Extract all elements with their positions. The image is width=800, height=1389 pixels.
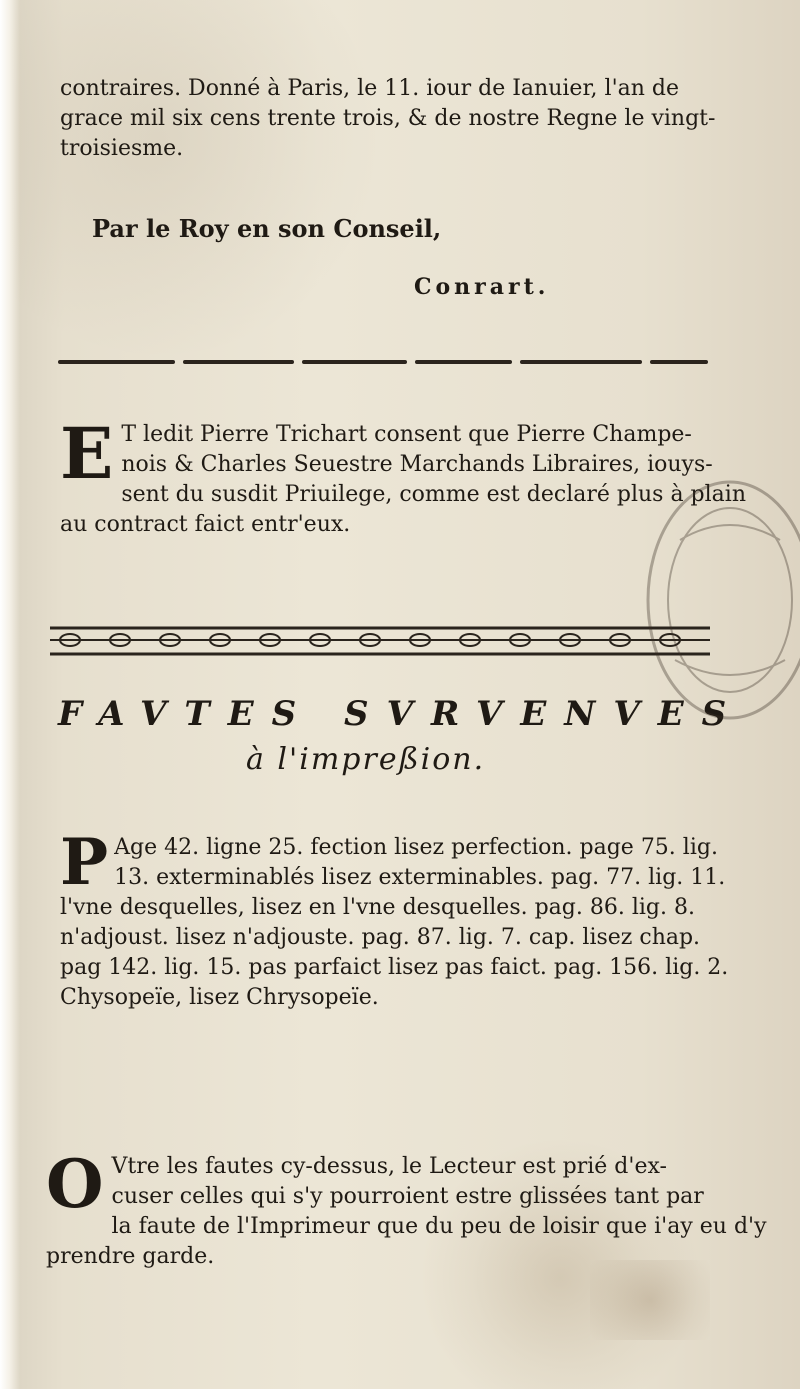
top-line-3: troisiesme. [60, 136, 184, 161]
library-stamp [640, 470, 800, 730]
errata-line-3: l'vne desquelles, lisez en l'vne desquelles. pag. 86. lig. 8. [60, 895, 695, 920]
paper-stain [590, 1260, 710, 1340]
signature-name: Conrart. [414, 274, 550, 300]
drop-cap-o: O [46, 1145, 104, 1223]
errata-heading: FAVTES SVRVENVES [58, 694, 745, 734]
top-line-1: contraires. Donné à Paris, le 11. iour de Ianuier, l'an de [60, 76, 679, 101]
stamp-icon [640, 470, 800, 730]
errata-subheading: à l'impreßion. [246, 742, 486, 777]
final-paragraph [46, 1145, 767, 1272]
errata-line-6: Chysopeïe, lisez Chrysopeïe. [60, 985, 379, 1010]
errata-line-2: 13. exterminablés lisez exterminables. pag. 77. lig. 11. [114, 865, 726, 890]
final-line-1: Vtre les fautes cy-dessus, le Lecteur est prié d'ex- [111, 1154, 667, 1179]
privilege-line-2: nois & Charles Seuestre Marchands Libraires, iouys- [121, 452, 713, 477]
errata-line-1: Age 42. ligne 25. fection lisez perfection. page 75. lig. [114, 835, 718, 860]
final-line-3: la faute de l'Imprimeur que du peu de loisir que i'ay eu d'y [111, 1214, 767, 1239]
privilege-line-4: au contract faict entr'eux. [60, 512, 351, 537]
privilege-line-1: T ledit Pierre Trichart consent que Pierre Champe- [121, 422, 692, 447]
privilege-line-3: sent du susdit Priuilege, comme est declaré plus à plain [121, 482, 746, 507]
errata-line-4: n'adjoust. lisez n'adjouste. pag. 87. lig. 7. cap. lisez chap. [60, 925, 701, 950]
drop-cap-e: E [60, 412, 114, 495]
rule-segment [650, 360, 708, 364]
divider-rule [58, 360, 708, 364]
final-line-2: cuser celles qui s'y pourroient estre glissées tant par [111, 1184, 704, 1209]
errata-paragraph [60, 825, 740, 1013]
rule-segment [520, 360, 641, 364]
top-line-2: grace mil six cens trente trois, & de nostre Regne le vingt- [60, 106, 716, 131]
errata-line-5: pag 142. lig. 15. pas parfaict lisez pas faict. pag. 156. lig. 2. [60, 955, 729, 980]
signature-line: Par le Roy en son Conseil, [92, 214, 442, 243]
rule-segment [183, 360, 295, 364]
ornament-icon [50, 620, 710, 662]
top-paragraph [60, 74, 730, 164]
drop-cap-p: P [60, 825, 109, 900]
paper-edge [0, 0, 20, 1389]
final-line-4: prendre garde. [46, 1244, 215, 1269]
rule-segment [415, 360, 512, 364]
rule-segment [302, 360, 407, 364]
ornament-band [50, 620, 710, 662]
rule-segment [58, 360, 175, 364]
